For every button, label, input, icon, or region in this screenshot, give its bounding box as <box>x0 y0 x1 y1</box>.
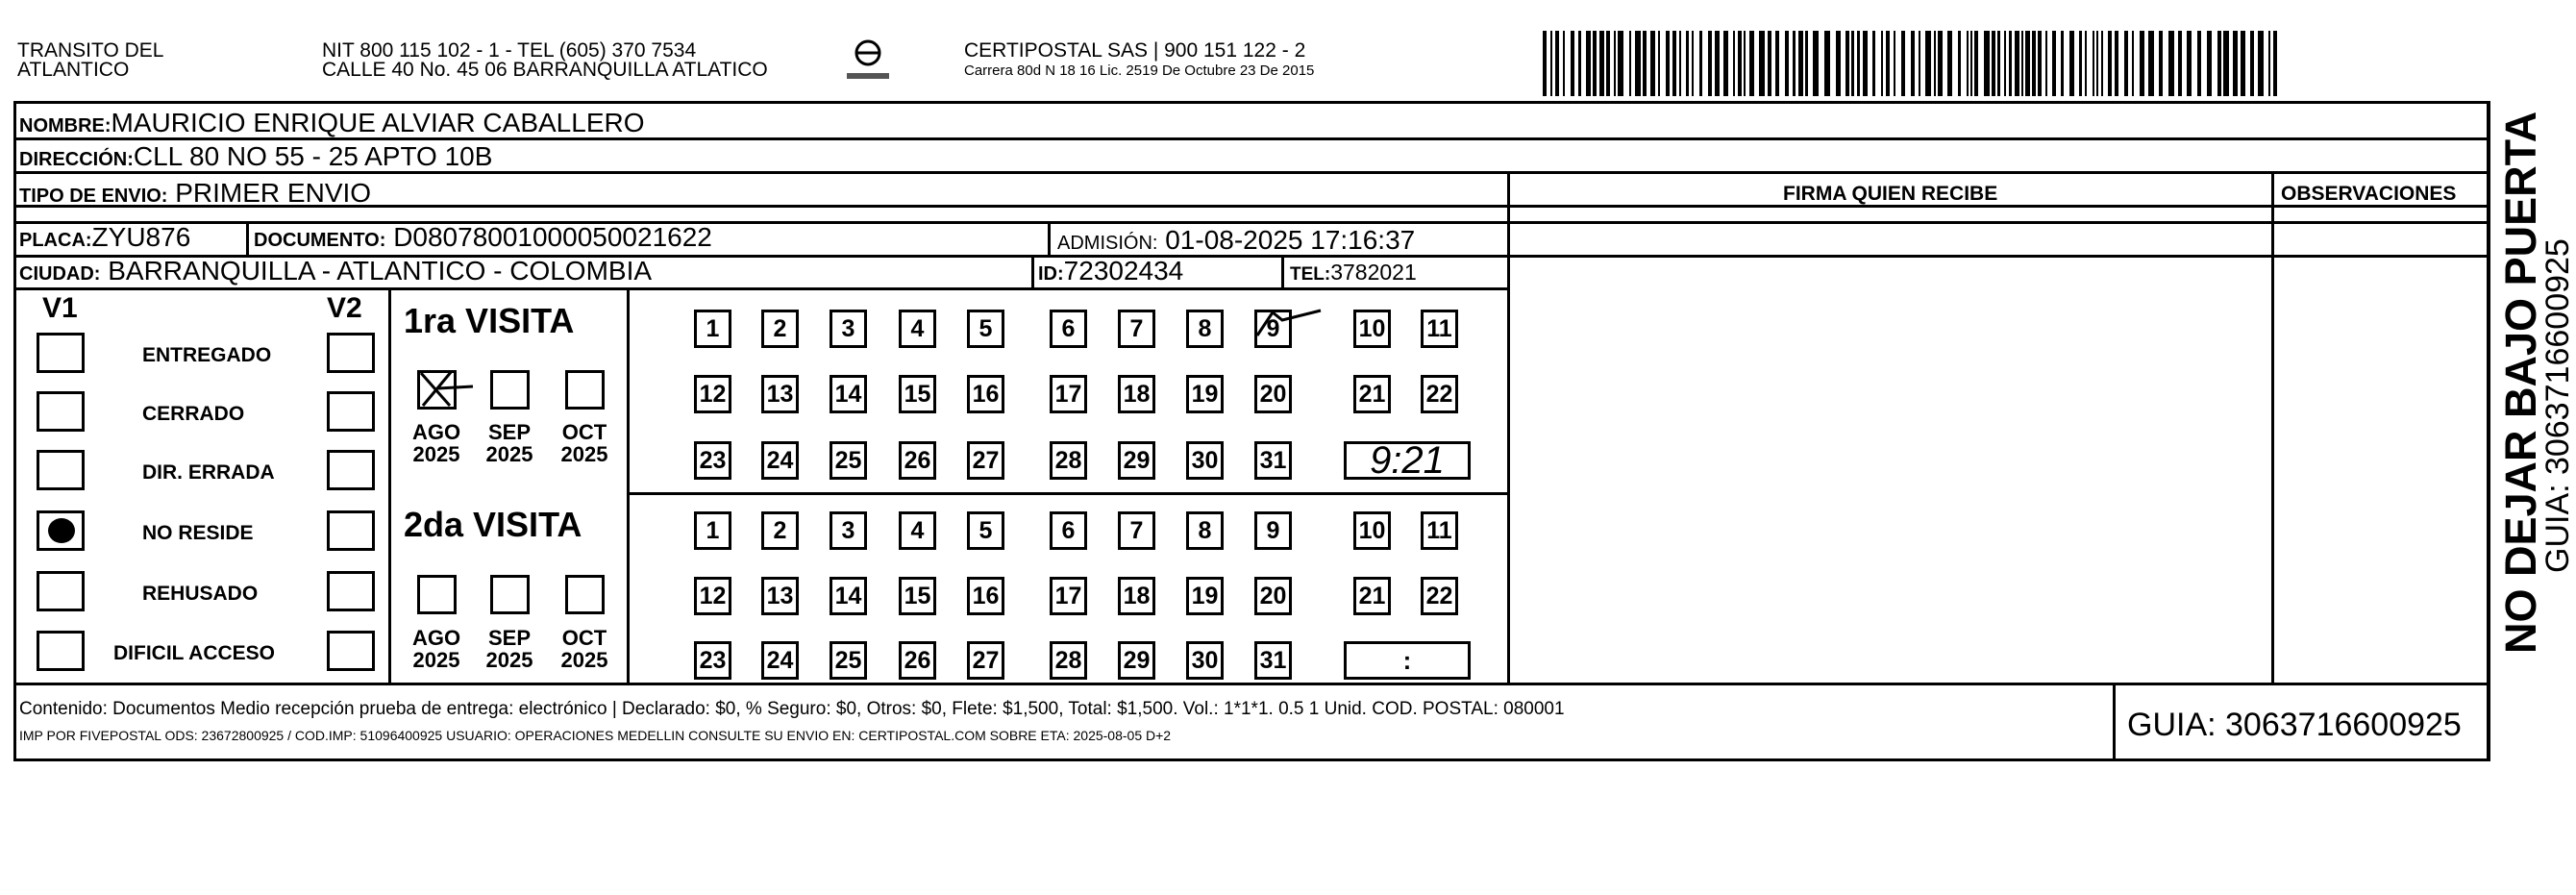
day-box[interactable]: 12 <box>694 375 731 413</box>
day-box[interactable]: 27 <box>967 641 1004 680</box>
tel-value: 3782021 <box>1330 260 1417 285</box>
day-box[interactable]: 18 <box>1118 577 1155 615</box>
month-checkbox[interactable] <box>565 575 605 614</box>
day-box[interactable]: 7 <box>1118 511 1155 550</box>
status-option-label: DIFICIL ACCESO <box>113 642 276 664</box>
month-label: AGO 2025 <box>411 626 461 673</box>
month-checkbox[interactable] <box>565 370 605 410</box>
issuer-name-line2: ATLANTICO <box>17 59 130 81</box>
filled-mark-icon <box>48 518 75 543</box>
visit-time-box[interactable]: : <box>1344 641 1471 680</box>
month-label: SEP 2025 <box>485 626 533 673</box>
day-box[interactable]: 25 <box>830 441 867 480</box>
day-box[interactable]: 30 <box>1186 641 1224 680</box>
day-box[interactable]: 9 <box>1254 310 1292 348</box>
month-checkbox[interactable] <box>417 575 457 614</box>
day-box[interactable]: 7 <box>1118 310 1155 348</box>
month-label: AGO 2025 <box>411 420 461 467</box>
day-box[interactable]: 28 <box>1050 441 1087 480</box>
day-box[interactable]: 27 <box>967 441 1004 480</box>
day-box[interactable]: 9 <box>1254 511 1292 550</box>
day-box[interactable]: 22 <box>1421 375 1458 413</box>
day-box[interactable]: 1 <box>694 310 731 348</box>
day-box[interactable]: 5 <box>967 511 1004 550</box>
day-box[interactable]: 22 <box>1421 577 1458 615</box>
id-value: 72302434 <box>1063 256 1184 286</box>
day-box[interactable]: 28 <box>1050 641 1087 680</box>
day-box[interactable]: 6 <box>1050 511 1087 550</box>
day-box[interactable]: 16 <box>967 375 1004 413</box>
check-mark-icon <box>1253 307 1340 345</box>
label-frame <box>13 101 2489 761</box>
day-box[interactable]: 18 <box>1118 375 1155 413</box>
day-box[interactable]: 23 <box>694 441 731 480</box>
city-value: BARRANQUILLA - ATLANTICO - COLOMBIA <box>108 256 653 286</box>
day-box[interactable]: 2 <box>761 511 799 550</box>
recipient-name-row <box>19 110 645 137</box>
issuer-nit-tel: NIT 800 115 102 - 1 - TEL (605) 370 7534 <box>322 39 697 62</box>
day-box[interactable]: 14 <box>830 577 867 615</box>
courier-license: Carrera 80d N 18 16 Lic. 2519 De Octubre 23 De 2015 <box>964 62 1315 79</box>
day-box[interactable]: 11 <box>1421 511 1458 550</box>
day-box[interactable]: 16 <box>967 577 1004 615</box>
day-box[interactable]: 4 <box>899 511 936 550</box>
day-box[interactable]: 24 <box>761 441 799 480</box>
shipping-type-row <box>19 180 371 207</box>
v1-checkbox[interactable] <box>37 631 85 671</box>
v2-checkbox[interactable] <box>327 450 375 490</box>
day-box[interactable]: 13 <box>761 577 799 615</box>
month-label: OCT 2025 <box>560 420 608 467</box>
courier-name: CERTIPOSTAL SAS | 900 151 122 - 2 <box>964 39 1306 62</box>
plate-row <box>19 224 190 251</box>
id-label: ID: <box>1038 263 1064 285</box>
day-box[interactable]: 19 <box>1186 375 1224 413</box>
side-guia: GUIA: 3063716600925 <box>2539 238 2576 573</box>
month-checkbox[interactable] <box>490 575 530 614</box>
day-box[interactable]: 29 <box>1118 441 1155 480</box>
footer-content: Contenido: Documentos Medio recepción prueba de entrega: electrónico | Declarado: $0, % Seguro: $0, Otros: $0, Flete: $1,500, Total: $1,500. Vol.: 1*1*1. 0.5 1 Unid. COD. POSTAL: 080001 <box>19 699 1565 719</box>
day-box[interactable]: 23 <box>694 641 731 680</box>
footer-printed-by: IMP POR FIVEPOSTAL ODS: 23672800925 / COD.IMP: 51096400925 USUARIO: OPERACIONES MEDELLIN CONSULTE SU ENVIO EN: CERTIPOSTAL.COM SOBRE ETA: 2025-08-05 D+2 <box>19 728 1172 743</box>
day-box[interactable]: 17 <box>1050 375 1087 413</box>
v2-checkbox[interactable] <box>327 391 375 432</box>
day-box[interactable]: 31 <box>1254 441 1292 480</box>
day-box[interactable]: 21 <box>1353 375 1391 413</box>
side-warning: NO DEJAR BAJO PUERTA <box>2496 111 2545 654</box>
id-row <box>1038 258 1183 285</box>
recipient-address-row <box>19 143 492 170</box>
month-checkbox[interactable] <box>490 370 530 410</box>
barcode-icon <box>1543 31 2292 96</box>
tel-label: TEL: <box>1290 264 1331 285</box>
month-checkbox[interactable] <box>417 370 457 410</box>
v1-checkbox[interactable] <box>37 571 85 611</box>
day-box[interactable]: 12 <box>694 577 731 615</box>
status-option-label: CERRADO <box>142 403 245 425</box>
day-box[interactable]: 2 <box>761 310 799 348</box>
v2-checkbox[interactable] <box>327 333 375 373</box>
v2-checkbox[interactable] <box>327 510 375 551</box>
day-box[interactable]: 5 <box>967 310 1004 348</box>
day-box[interactable]: 3 <box>830 511 867 550</box>
side-vertical-text <box>2496 111 2576 663</box>
status-option-label: DIR. ERRADA <box>142 461 275 484</box>
v2-checkbox[interactable] <box>327 631 375 671</box>
admission-value: 01-08-2025 17:16:37 <box>1165 225 1416 255</box>
day-box[interactable]: 8 <box>1186 310 1224 348</box>
day-box[interactable]: 26 <box>899 441 936 480</box>
v1-header: V1 <box>42 292 78 324</box>
day-box[interactable]: 19 <box>1186 577 1224 615</box>
day-box[interactable]: 11 <box>1421 310 1458 348</box>
recipient-address: CLL 80 NO 55 - 25 APTO 10B <box>133 141 493 171</box>
observations-header: OBSERVACIONES <box>2281 183 2457 205</box>
certipostal-logo-icon <box>844 37 892 87</box>
day-box[interactable]: 31 <box>1254 641 1292 680</box>
document-label: DOCUMENTO: <box>254 230 386 251</box>
day-box[interactable]: 10 <box>1353 511 1391 550</box>
day-box[interactable]: 13 <box>761 375 799 413</box>
signature-header: FIRMA QUIEN RECIBE <box>1783 183 1998 205</box>
day-box[interactable]: 20 <box>1254 375 1292 413</box>
visit-time-box[interactable]: 9:21 <box>1344 441 1471 480</box>
day-box[interactable]: 10 <box>1353 310 1391 348</box>
v2-checkbox[interactable] <box>327 571 375 611</box>
day-box[interactable]: 14 <box>830 375 867 413</box>
plate-label: PLACA: <box>19 230 92 251</box>
day-box[interactable]: 29 <box>1118 641 1155 680</box>
day-box[interactable]: 24 <box>761 641 799 680</box>
v1-checkbox[interactable] <box>37 333 85 373</box>
day-box[interactable]: 20 <box>1254 577 1292 615</box>
name-label: NOMBRE: <box>19 115 111 137</box>
visit-2-title: 2da VISITA <box>404 505 582 544</box>
status-option-label: NO RESIDE <box>142 522 254 544</box>
day-box[interactable]: 25 <box>830 641 867 680</box>
document-row <box>254 224 712 251</box>
x-mark-icon <box>417 367 475 411</box>
city-row <box>19 258 652 285</box>
tel-row <box>1290 261 1417 284</box>
day-box[interactable]: 4 <box>899 310 936 348</box>
shipping-type-label: TIPO DE ENVIO: <box>19 186 168 207</box>
issuer-name-line1: TRANSITO DEL <box>17 39 164 62</box>
day-box[interactable]: 30 <box>1186 441 1224 480</box>
address-label: DIRECCIÓN: <box>19 149 134 170</box>
day-box[interactable]: 15 <box>899 577 936 615</box>
issuer-address: CALLE 40 No. 45 06 BARRANQUILLA ATLATICO <box>322 59 768 81</box>
day-box[interactable]: 26 <box>899 641 936 680</box>
day-box[interactable]: 1 <box>694 511 731 550</box>
day-box[interactable]: 17 <box>1050 577 1087 615</box>
month-label: OCT 2025 <box>560 626 608 673</box>
status-option-label: REHUSADO <box>142 583 259 605</box>
shipping-type: PRIMER ENVIO <box>175 178 372 208</box>
v1-checkbox[interactable] <box>37 450 85 490</box>
day-box[interactable]: 6 <box>1050 310 1087 348</box>
day-box[interactable]: 3 <box>830 310 867 348</box>
plate-value: ZYU876 <box>91 222 191 252</box>
footer-guia: GUIA: 3063716600925 <box>2127 707 2462 743</box>
day-box[interactable]: 15 <box>899 375 936 413</box>
status-option-label: ENTREGADO <box>142 344 272 366</box>
v1-checkbox[interactable] <box>37 391 85 432</box>
city-label: CIUDAD: <box>19 263 101 285</box>
admission-label: ADMISIÓN: <box>1057 233 1158 254</box>
recipient-name: MAURICIO ENRIQUE ALVIAR CABALLERO <box>111 108 645 137</box>
day-box[interactable]: 21 <box>1353 577 1391 615</box>
admission-row <box>1057 227 1415 254</box>
visit-1-title: 1ra VISITA <box>404 301 575 340</box>
v2-header: V2 <box>327 292 362 324</box>
v1-checkbox[interactable] <box>37 510 85 551</box>
day-box[interactable]: 8 <box>1186 511 1224 550</box>
month-label: SEP 2025 <box>485 420 533 467</box>
document-value: D08078001000050021622 <box>393 222 712 252</box>
